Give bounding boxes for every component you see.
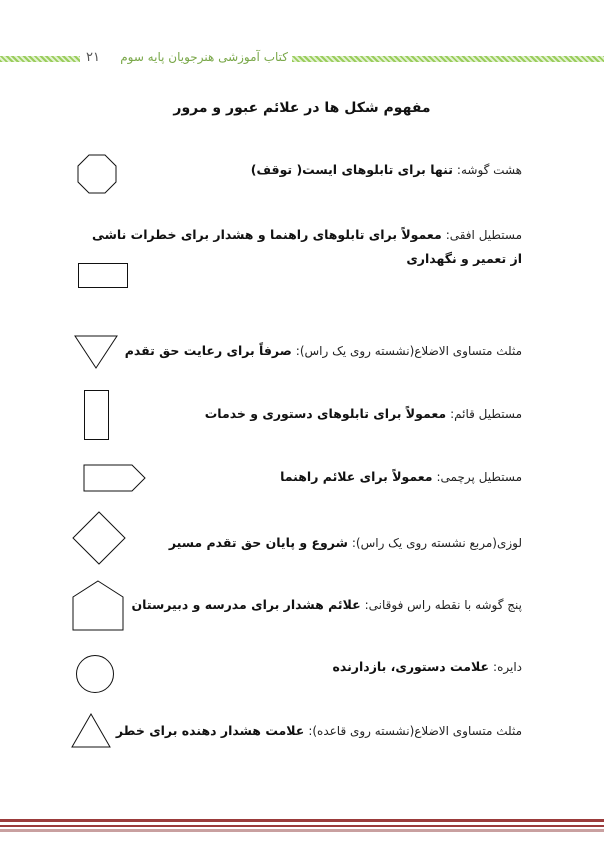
row-label: مثلث متساوی الاضلاع(نشسته روی یک راس): bbox=[295, 344, 522, 358]
row-desc: علامت دستوری، بازدارنده bbox=[332, 659, 490, 674]
footer-rule bbox=[0, 829, 604, 832]
row-label: مستطیل قائم: bbox=[450, 407, 522, 421]
row-desc: معمولاً برای تابلوهای دستوری و خدمات bbox=[204, 406, 447, 421]
diamond-icon bbox=[72, 511, 126, 565]
footer-rule bbox=[0, 819, 604, 822]
row-label: دایره: bbox=[493, 660, 522, 674]
row-flag-rectangle bbox=[102, 465, 522, 489]
row-vertical-rectangle bbox=[102, 402, 522, 426]
row-label: مثلث متساوی الاضلاع(نشسته روی قاعده): bbox=[308, 724, 522, 738]
book-title: کتاب آموزشی هنرجویان پایه سوم bbox=[120, 50, 288, 64]
row-desc: شروع و پایان حق تقدم مسیر bbox=[168, 535, 348, 550]
row-diamond bbox=[102, 531, 522, 555]
row-desc: علائم هشدار برای مدرسه و دبیرستان bbox=[131, 597, 361, 612]
row-inverted-triangle bbox=[102, 339, 522, 363]
vertical-rectangle-icon bbox=[84, 390, 110, 441]
row-label: پنج گوشه با نقطه راس فوقانی: bbox=[364, 598, 522, 612]
row-horizontal-rectangle bbox=[92, 223, 522, 271]
horizontal-rectangle-icon bbox=[78, 263, 129, 289]
row-desc: معمولاً برای تابلوهای راهنما و هشدار برای خطرات ناشی از تعمیر و نگهداری bbox=[91, 227, 522, 266]
row-label: مستطیل افقی: bbox=[445, 228, 522, 242]
row-octagon bbox=[102, 158, 522, 182]
row-label: هشت گوشه: bbox=[456, 163, 522, 177]
triangle-icon bbox=[71, 713, 111, 748]
header-stripe-left bbox=[0, 56, 80, 62]
circle-icon bbox=[75, 654, 115, 694]
inverted-triangle-icon bbox=[74, 335, 118, 369]
footer-rule bbox=[0, 825, 604, 827]
row-label: لوزی(مربع نشسته روی یک راس): bbox=[351, 536, 522, 550]
page-number: ۲۱ bbox=[86, 50, 100, 65]
row-desc: تنها برای تابلوهای ایست( توقف) bbox=[250, 162, 453, 177]
row-label: مستطیل پرچمی: bbox=[436, 470, 522, 484]
row-desc: معمولاً برای علائم راهنما bbox=[280, 469, 433, 484]
row-circle bbox=[102, 655, 522, 679]
row-triangle bbox=[82, 719, 522, 743]
header-stripe-right bbox=[292, 56, 604, 62]
row-desc: صرفاً برای رعایت حق تقدم bbox=[124, 343, 292, 358]
octagon-icon bbox=[77, 154, 117, 194]
row-desc: علامت هشدار دهنده برای خطر bbox=[115, 723, 305, 738]
page-title: مفهوم شکل ها در علائم عبور و مرور bbox=[173, 100, 431, 116]
row-pentagon bbox=[92, 593, 522, 617]
flag-rectangle-icon bbox=[83, 464, 146, 492]
pentagon-icon bbox=[72, 580, 124, 632]
